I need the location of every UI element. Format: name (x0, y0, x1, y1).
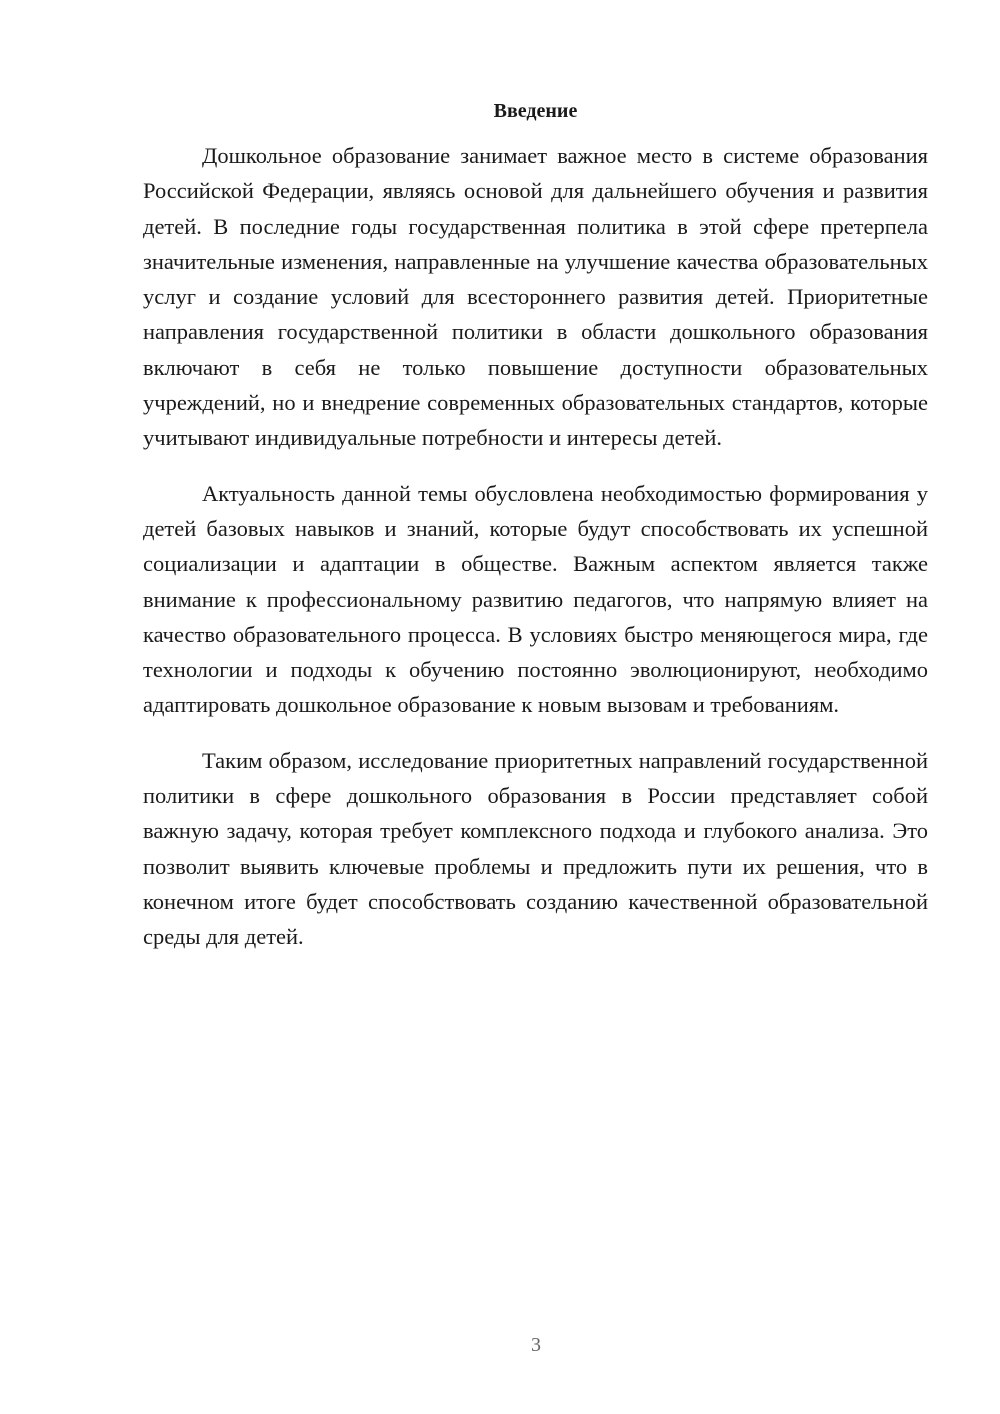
page-number: 3 (531, 1334, 541, 1356)
page-content (143, 98, 928, 975)
paragraph-1: Дошкольное образование занимает важное место в системе образования Российской Федерации, являясь основой для дальнейшего обучения и развития детей. В последние годы государственная политика в этой сфере претерпела значительные изменения, направленные на улучшение качества образовательных услуг и создание условий для всестороннего развития детей. Приоритетные направления государственной политики в области дошкольного образования включают в себя не только повышение доступности образовательных учреждений, но и внедрение современных образовательных стандартов, которые учитывают индивидуальные потребности и интересы детей. (143, 143, 928, 451)
section-title: Введение (493, 100, 578, 122)
paragraph-3: Таким образом, исследование приоритетных направлений государственной политики в сфере дошкольного образования в России представляет собой важную задачу, которая требует комплексного подхода и глубокого анализа. Это позволит выявить ключевые проблемы и предложить пути их решения, что в конечном итоге будет способствовать созданию качественной образовательной среды для детей. (143, 747, 928, 950)
paragraph-2: Актуальность данной темы обусловлена необходимостью формирования у детей базовых навыков и знаний, которые будут способствовать их успешной социализации и адаптации в обществе. Важным аспектом является также внимание к профессиональному развитию педагогов, что напрямую влияет на качество образовательного процесса. В условиях быстро меняющегося мира, где технологии и подходы к обучению постоянно эволюционируют, необходимо адаптировать дошкольное образование к новым вызовам и требованиям. (143, 480, 928, 718)
